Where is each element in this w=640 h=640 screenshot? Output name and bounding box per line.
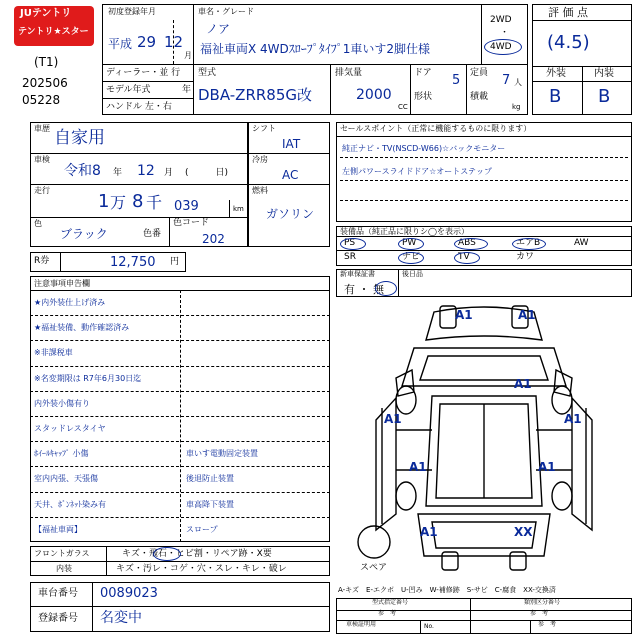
notes-right-item: 後退防止装置 [186,474,234,484]
equip-circle [512,238,546,250]
mileage-unit: km [233,205,244,213]
usage-value: 自家用 [54,128,105,148]
car-grade: 福祉車両X 4WDｽﾛｰﾌﾟﾀｲﾌﾟ1車いす2脚仕様 [200,42,431,56]
notes-left-item: 天井、ﾎﾞﾝﾈｯﾄ染み有 [34,499,106,509]
equip-circle [398,252,424,264]
notes-divider [30,366,330,367]
drive-2wd: 2WD [490,15,512,25]
model-year-unit: 年 [182,85,192,95]
damage-mark: A1 [409,460,427,474]
footer-c1: 型式指定番号 [372,599,409,606]
equip-item: カワ [516,252,535,262]
lot-id1: 202506 [22,76,68,90]
equip-item: SR [344,252,356,262]
notes-divider [30,315,330,316]
damage-mark: A1 [455,308,473,322]
sales-line2: 左側パワースライドドア☆オートステップ [342,167,493,176]
recycle-value: 12,750 [110,255,156,270]
score-label: 評 価 点 [548,6,588,19]
cooler-value: AC [282,168,299,182]
notes-left-item: 内外装小傷有り [34,398,90,408]
mileage-v1: 1 [98,191,110,212]
recycle-label: R券 [34,256,50,266]
equip-circle [454,238,488,250]
notes-divider [30,416,330,417]
equip-item: PW [402,238,417,248]
damage-mark: A1 [514,377,532,391]
footer-c5: 車検証明用 [346,621,377,628]
mileage-label: 走行 [34,186,50,195]
equip-item: AW [574,238,589,248]
doors-label: ドア [414,68,432,78]
notes-left-item: スタッドレスタイヤ [34,424,106,433]
front-glass-circle [153,547,181,561]
front-glass-options: キズ・飛石・ヒビ割・リペア跡・X要 [122,549,272,559]
equip-item: エアB [516,238,541,248]
reg-year: 29 [137,33,157,51]
int-grade: B [598,86,611,107]
cap-value: 7 [502,73,511,88]
equip-circle [454,252,480,264]
mileage-v2: 8 [132,191,144,212]
equip-item: PS [344,238,356,248]
damage-mark: A1 [384,412,402,426]
logo-line2: テントリ★スター [18,27,89,37]
footer-c4: 参 考 [530,610,549,617]
car-name: ノア [206,22,231,36]
recycle-box [30,252,186,272]
notes-divider [30,492,330,493]
equip-item: ABS [458,238,476,248]
mileage-v3: 039 [174,199,199,214]
notes-left-item: ﾎｲｰﾙｷｬｯﾌﾟ 小傷 [34,449,89,459]
load-label: 積載 [470,92,489,102]
damage-mark: XX [514,525,533,539]
disp-value: 2000 [356,87,392,103]
disp-label: 排気量 [335,68,363,78]
inspection-label: 車検 [34,155,50,164]
reg-month: 12 [164,33,184,51]
front-glass-label: フロントガラス [34,549,90,558]
notes-left-item: 室内内張、天張傷 [34,474,98,484]
logo-line1: JUテントリ [20,8,72,19]
inspection-year-unit: 年 [113,168,123,178]
inspection-month: 12 [137,163,155,179]
equip-item: TV [458,252,470,262]
sales-label: セールスポイント（正常に機能するものに限ります） [340,124,532,133]
shift-value: IAT [282,137,301,151]
shape-label: 形状 [414,92,433,102]
equip-item: ナビ [402,252,421,262]
reg-label: 初度登録年月 [108,7,156,16]
equip-circle [340,238,366,250]
cooler-label: 冷房 [252,155,268,164]
interior-label: 内装 [56,564,72,573]
reg-era: 平成 [108,37,133,51]
int-label: 内装 [594,68,614,79]
equip-circle [398,238,424,250]
color-label: 色 [34,219,42,228]
type-label: 型式 [198,68,217,78]
lot-id2: 05228 [22,93,61,107]
damage-mark: A1 [518,308,536,322]
notes-divider [30,441,330,442]
color-code2-label: 色コード [173,218,210,228]
score-value: (4.5) [547,32,590,53]
chassis-value: 0089023 [100,586,158,601]
fuel-value: ガソリン [266,207,315,221]
legend-text: A-キズ E-エクボ U-凹み W-補修跡 S-サビ C-腐食 XX-交換済 [338,586,556,594]
cap-label: 定員 [470,68,489,78]
drive-dot: ・ [500,28,510,38]
inspection-era: 令和8 [64,163,101,179]
usage-label: 車歴 [34,124,50,133]
footer-c2: 類別区分番号 [524,599,561,606]
load-unit: kg [512,103,521,111]
spare-label: スペア [360,563,388,573]
damage-mark: A1 [564,412,582,426]
dealer-label: ディーラー・並 行 [106,68,181,78]
docs-label2: 後日品 [402,270,423,278]
cap-unit: 人 [514,78,522,87]
ext-label: 外装 [546,68,566,79]
sales-line1: 純正ナビ・TV(NSCD-W66)☆バックモニター [342,144,506,153]
docs-label1: 新車保証書 [340,270,375,278]
notes-label: 注意事項申告欄 [34,279,90,288]
reg-month-unit: 月 [184,51,192,60]
notes-divider [30,517,330,518]
mileage-u1: 万 [110,193,127,212]
inspection-month-unit: 月 [164,168,174,178]
notes-divider [30,340,330,341]
notes-right-item: 車高降下装置 [186,499,234,509]
drive-4wd: 4WD [490,42,512,52]
color-code-label: 色番 [143,229,162,239]
fuel-label: 燃料 [252,186,268,195]
footer-c6: No. [424,623,434,630]
regno-value: 名変中 [100,610,142,626]
notes-right-item: 車いす電動固定装置 [186,449,258,459]
color-value: ブラック [60,227,108,241]
model-year-label: モデル年式 [106,85,151,95]
mileage-u2: 千 [146,193,163,212]
name-label: 車名・グレード [198,7,254,16]
damage-mark: A1 [538,460,556,474]
doors-value: 5 [452,73,461,88]
type-value: DBA-ZRR85G改 [198,86,313,104]
equip-label: 装備品（純正品に限りシ◯を表示） [340,227,469,236]
inspection-day: ( 日) [185,168,229,178]
notes-left-item: ※非課税車 [34,348,73,358]
docs-value: 有 ・ 無 [344,283,384,296]
chassis-label: 車台番号 [38,588,78,599]
notes-divider [30,466,330,467]
notes-left-item: ※名変期限は R7年6月30日迄 [34,373,142,383]
notes-left-item: ★福祉装備、動作確認済み [34,323,130,333]
docs-circle [375,281,397,296]
notes-right-item: スロープ [186,524,218,534]
lot-code: (T1) [34,55,59,69]
notes-left-item: 【福祉車両】 [34,524,82,534]
disp-unit: CC [398,103,408,111]
regno-label: 登録番号 [38,613,78,624]
color-code2: 202 [202,232,225,246]
shift-label: シフト [252,124,276,133]
car-diagram [336,300,632,578]
footer-c3: 参 考 [378,610,397,617]
footer-c7: 参 考 [538,621,557,628]
notes-left-item: ★内外装仕上げ済み [34,298,106,307]
notes-divider [30,391,330,392]
interior-options: キズ・汚レ・コゲ・穴・スレ・キレ・破レ [116,564,287,574]
recycle-unit: 円 [170,257,180,267]
ext-grade: B [549,86,562,107]
handle-label: ハンドル 左・右 [106,102,172,112]
damage-mark: A1 [420,525,438,539]
